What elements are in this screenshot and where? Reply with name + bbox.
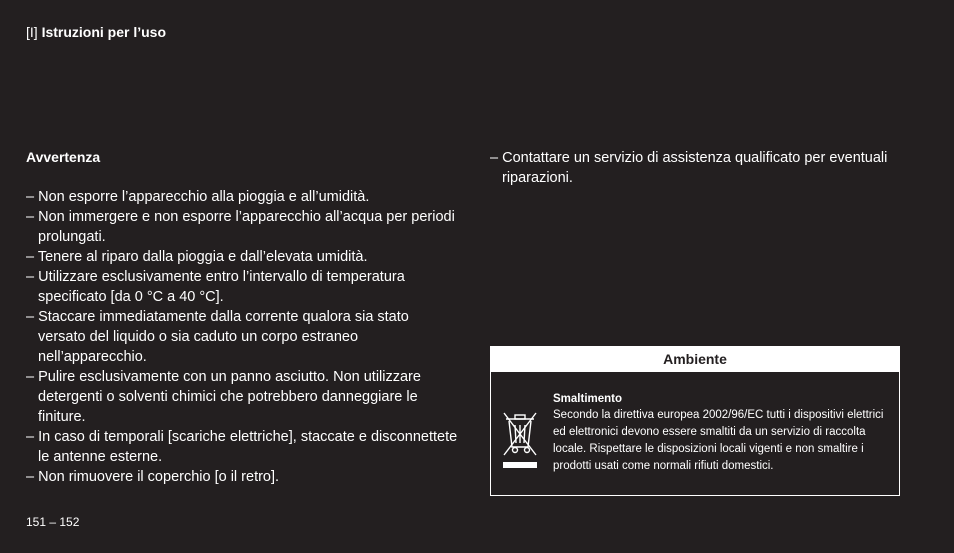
warning-item: – Utilizzare esclusivamente entro l’intervallo di temperatura specificato [da 0 °C a 40 °C]. <box>26 269 405 305</box>
warning-item: – Staccare immediatamente dalla corrente qualora sia stato versato del liquido o sia caduto un corpo estraneo nell’apparecchio. <box>26 309 409 365</box>
warning-section <box>26 148 458 487</box>
warning-item: – Non immergere e non esporre l’apparecchio all’acqua per periodi prolungati. <box>26 209 455 245</box>
warning-item: – Contattare un servizio di assistenza qualificato per eventuali riparazioni. <box>490 150 888 186</box>
environment-box <box>490 346 900 496</box>
environment-heading: Ambiente <box>491 347 899 372</box>
page-title: Istruzioni per l’uso <box>41 24 167 40</box>
warning-list-continued <box>490 148 905 188</box>
warning-item: – Non esporre l’apparecchio alla pioggia e all’umidità. <box>26 189 370 205</box>
warning-item: – In caso di temporali [scariche elettriche], staccate e disconnettete le antenne esterne. <box>26 429 458 465</box>
warning-item: – Non rimuovere il coperchio [o il retro]. <box>26 469 280 485</box>
warning-continued <box>490 148 905 188</box>
disposal-body: Secondo la direttiva europea 2002/96/EC tutti i dispositivi elettrici ed elettronici devono essere smaltiti da un servizio di raccolta locale. Rispettare le disposizioni locali vigenti e non smaltire i prodotti usati come normali rifiuti domestici. <box>553 409 884 472</box>
language-tag: [I] <box>26 24 38 40</box>
environment-text <box>553 391 893 475</box>
warning-item: – Tenere al riparo dalla pioggia e dall’elevata umidità. <box>26 249 368 265</box>
page-header <box>26 24 166 40</box>
warning-title: Avvertenza <box>26 149 101 165</box>
crossed-out-wheelie-bin-icon <box>501 409 539 471</box>
page-numbers: 151 – 152 <box>26 515 80 529</box>
disposal-title: Smaltimento <box>553 393 623 405</box>
warning-item: – Pulire esclusivamente con un panno asciutto. Non utilizzare detergenti o solventi chimici che potrebbero danneggiare le finiture. <box>26 369 421 425</box>
warning-list <box>26 187 458 487</box>
